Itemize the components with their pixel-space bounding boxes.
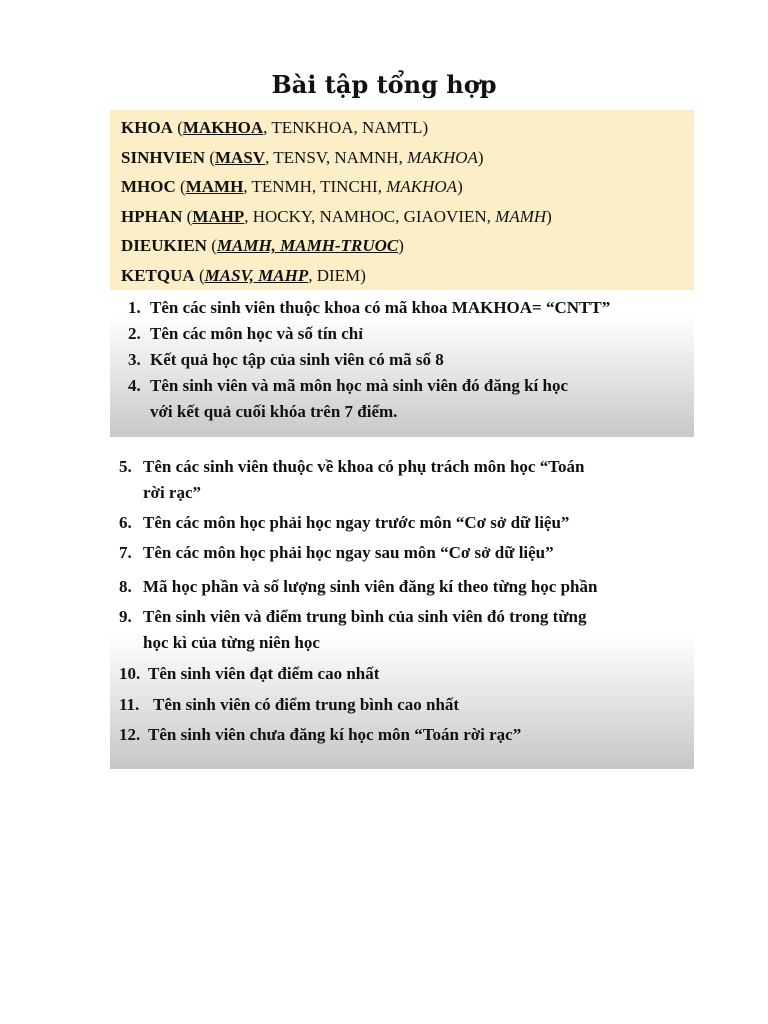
foreign-key: MAKHOA <box>407 147 478 167</box>
question-number: 11. <box>119 695 140 714</box>
relation-name: MHOC <box>121 177 176 196</box>
question-text: Tên sinh viên và mã môn học mà sinh viên đó đăng kí học <box>150 376 569 395</box>
question-text: Mã học phần và số lượng sinh viên đăng kí theo từng học phần <box>143 577 598 596</box>
question-text: Tên các sinh viên thuộc về khoa có phụ trách môn học “Toán <box>143 457 585 476</box>
attribute-list: , TENSV, NAMNH, <box>265 147 408 167</box>
schema-row-dieukien: DIEUKIEN (MAMH, MAMH-TRUOC) <box>121 236 404 255</box>
primary-key: MAKHOA <box>182 118 264 137</box>
question-text: học kì của từng niên học <box>143 633 320 652</box>
foreign-key: MAMH <box>495 206 547 226</box>
question-number: 12. <box>119 725 141 744</box>
schema-row-sinhvien: SINHVIEN (MASV, TENSV, NAMNH, MAKHOA) <box>121 147 484 167</box>
question-number: 7. <box>119 543 132 562</box>
question-number: 6. <box>119 513 132 532</box>
primary-key: MAHP <box>192 206 245 226</box>
question-number: 3. <box>128 350 141 369</box>
question-text: Tên các sinh viên thuộc khoa có mã khoa MAKHOA= “CNTT” <box>150 298 611 317</box>
question-text: Tên sinh viên và điểm trung bình của sinh viên đó trong từng <box>143 607 587 626</box>
attribute-list: , DIEM <box>308 265 361 285</box>
question-number: 5. <box>119 457 132 476</box>
schema-box <box>110 110 694 290</box>
page-title: Bài tập tổng hợp <box>271 70 497 99</box>
primary-key: MASV, MAHP <box>204 265 309 285</box>
attribute-list: , TENMH, TINCHI, <box>243 177 387 196</box>
question-text: rời rạc” <box>143 483 202 502</box>
question-text: với kết quả cuối khóa trên 7 điểm. <box>150 402 398 421</box>
question-number: 10. <box>119 664 141 683</box>
relation-name: HPHAN <box>121 206 183 226</box>
primary-key: MAMH, MAMH-TRUOC <box>216 236 399 255</box>
schema-row-hphan: HPHAN (MAHP, HOCKY, NAMHOC, GIAOVIEN, MAMH) <box>121 206 552 226</box>
foreign-key: MAKHOA <box>386 177 458 196</box>
question-text: Tên các môn học phải học ngay trước môn “Cơ sở dữ liệu” <box>143 513 570 532</box>
primary-key: MASV <box>215 147 266 167</box>
schema-row-mhoc: MHOC (MAMH, TENMH, TINCHI, MAKHOA) <box>121 177 463 196</box>
attribute-list: , TENKHOA, NAMTL <box>263 118 423 137</box>
question-text: Tên sinh viên chưa đăng kí học môn “Toán rời rạc” <box>148 725 522 744</box>
question-text: Kết quả học tập của sinh viên có mã số 8 <box>150 350 444 369</box>
question-number: 8. <box>119 577 132 596</box>
relation-name: KETQUA <box>121 265 195 285</box>
relation-name: KHOA <box>121 118 173 137</box>
question-number: 4. <box>128 376 141 395</box>
question-number: 2. <box>128 324 141 343</box>
question-text: Tên các môn học phải học ngay sau môn “Cơ sở dữ liệu” <box>143 543 554 562</box>
question-text: Tên sinh viên đạt điểm cao nhất <box>148 664 380 683</box>
schema-row-ketqua: KETQUA (MASV, MAHP, DIEM) <box>121 265 366 285</box>
schema-row-khoa: KHOA (MAKHOA, TENKHOA, NAMTL) <box>121 118 429 137</box>
primary-key: MAMH <box>185 177 244 196</box>
relation-name: DIEUKIEN <box>121 236 207 255</box>
question-number: 9. <box>119 607 132 626</box>
relation-name: SINHVIEN <box>121 147 206 167</box>
question-number: 1. <box>128 298 141 317</box>
question-text: Tên các môn học và số tín chỉ <box>150 324 363 343</box>
attribute-list: , HOCKY, NAMHOC, GIAOVIEN, <box>244 206 496 226</box>
question-text: Tên sinh viên có điểm trung bình cao nhất <box>153 695 460 714</box>
